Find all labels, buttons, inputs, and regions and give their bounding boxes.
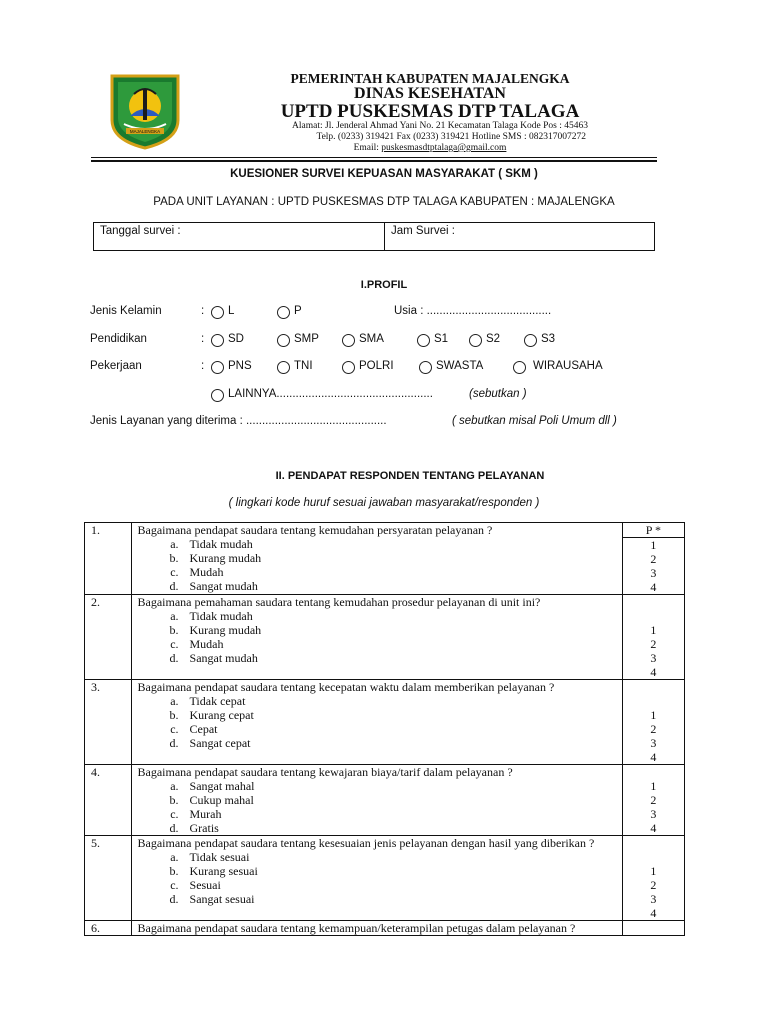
gender-l-label: L [228, 305, 235, 317]
age-field[interactable]: Usia : ....................................... [394, 305, 552, 317]
survey-box-divider [384, 223, 385, 250]
job-wirausaha-label: WIRAUSAHA [533, 360, 603, 372]
question-number: 1. [85, 523, 132, 595]
header-address: Alamat: Jl. Jenderal Ahmad Yani No. 21 Kecamatan Talaga Kode Pos : 45463 [292, 121, 588, 131]
question-number: 2. [85, 595, 132, 680]
survey-date-field[interactable]: Tanggal survei : [100, 225, 181, 237]
question-cell [131, 523, 622, 595]
question-number: 4. [85, 765, 132, 836]
questionnaire-subtitle: PADA UNIT LAYANAN : UPTD PUSKESMAS DTP TALAGA KABUPATEN : MAJALENGKA [153, 196, 615, 208]
header-line1: PEMERINTAH KABUPATEN MAJALENGKA [290, 71, 570, 86]
question-text: Bagaimana pendapat saudara tentang kemampuan/keterampilan petugas dalam pelayanan ? [137, 921, 576, 935]
answer-option[interactable]: b. Cukup mahal [182, 793, 622, 807]
question-number: 6. [85, 921, 132, 936]
answer-options [138, 779, 622, 835]
job-pns-radio[interactable] [211, 361, 224, 374]
gender-p-label: P [294, 305, 302, 317]
job-tni-radio[interactable] [277, 361, 290, 374]
score-value[interactable]: 4 [650, 750, 657, 764]
header-phone: Telp. (0233) 319421 Fax (0233) 319421 Hotline SMS : 082317007272 [316, 132, 586, 142]
opinion-instruction: ( lingkari kode huruf sesuai jawaban masyarakat/responden ) [228, 497, 540, 509]
profile-heading: I.PROFIL [360, 279, 408, 291]
job-swasta-radio[interactable] [419, 361, 432, 374]
header-email-line [230, 143, 630, 153]
gender-label: Jenis Kelamin [90, 305, 162, 317]
job-other-field[interactable]: LAINNYA................................................. [228, 388, 433, 400]
question-row-1 [85, 523, 685, 538]
answer-options [138, 609, 622, 665]
score-cell [622, 765, 684, 836]
answer-option[interactable]: c. Murah [182, 807, 622, 821]
education-sd-radio[interactable] [211, 334, 224, 347]
gender-l-radio[interactable] [211, 306, 224, 319]
education-smp-label: SMP [294, 333, 319, 345]
answer-options [138, 537, 622, 593]
score-value[interactable]: 3 [650, 566, 657, 580]
question-cell [131, 836, 622, 921]
education-s1-label: S1 [434, 333, 449, 345]
job-colon: : [201, 360, 205, 372]
answer-option[interactable]: c. Mudah [182, 637, 622, 651]
service-type-hint: ( sebutkan misal Poli Umum dll ) [452, 415, 617, 427]
score-cell [622, 921, 684, 936]
job-polri-radio[interactable] [342, 361, 355, 374]
gender-p-radio[interactable] [277, 306, 290, 319]
logo-text: MAJALENGKA [129, 129, 161, 134]
job-pns-label: PNS [228, 360, 252, 372]
score-value[interactable]: 2 [650, 552, 657, 566]
question-cell [131, 921, 622, 936]
header-rule-thick [91, 160, 657, 162]
score-value[interactable]: 3 [650, 651, 657, 665]
header-line2: DINAS KESEHATAN [354, 85, 506, 102]
question-text: Bagaimana pemahaman saudara tentang kemudahan prosedur pelayanan di unit ini? [137, 595, 541, 609]
question-row-2 [85, 595, 685, 680]
question-text: Bagaimana pendapat saudara tentang kecepatan waktu dalam memberikan pelayanan ? [137, 680, 555, 694]
education-colon: : [201, 333, 205, 345]
question-cell [131, 680, 622, 765]
score-value[interactable]: 4 [650, 580, 657, 594]
opinion-heading: II. PENDAPAT RESPONDEN TENTANG PELAYANAN [275, 470, 545, 482]
education-sma-label: SMA [359, 333, 384, 345]
education-smp-radio[interactable] [277, 334, 290, 347]
answer-option[interactable]: b. Kurang mudah [182, 551, 622, 565]
job-other-radio[interactable] [211, 389, 224, 402]
question-row-4 [85, 765, 685, 836]
answer-option[interactable]: b. Kurang cepat [182, 708, 622, 722]
score-cell [622, 836, 684, 921]
score-value[interactable]: 4 [650, 665, 657, 679]
education-label: Pendidikan [90, 333, 147, 345]
question-row-5 [85, 836, 685, 921]
header-rule-thin [91, 157, 657, 158]
score-value[interactable]: 2 [650, 793, 657, 807]
job-wirausaha-radio[interactable] [513, 361, 526, 374]
score-value[interactable]: 1 [650, 779, 657, 793]
education-s2-radio[interactable] [469, 334, 482, 347]
questions-table [84, 522, 685, 936]
question-text: Bagaimana pendapat saudara tentang kesesuaian jenis pelayanan dengan hasil yang diberikan ? [137, 836, 595, 850]
questionnaire-title: KUESIONER SURVEI KEPUASAN MASYARAKAT ( SKM ) [230, 168, 538, 180]
service-type-field[interactable]: Jenis Layanan yang diterima : ............................................ [90, 415, 387, 427]
answer-option[interactable]: a. Tidak mudah [182, 609, 622, 623]
education-sma-radio[interactable] [342, 334, 355, 347]
answer-options [138, 850, 622, 906]
header-line3: UPTD PUSKESMAS DTP TALAGA [280, 101, 580, 122]
education-s3-label: S3 [541, 333, 556, 345]
answer-option[interactable]: d. Sangat cepat [182, 736, 622, 750]
answer-option[interactable]: d. Sangat sesuai [182, 892, 622, 906]
question-text: Bagaimana pendapat saudara tentang kewajaran biaya/tarif dalam pelayanan ? [137, 765, 513, 779]
score-value[interactable]: 2 [650, 637, 657, 651]
question-cell [131, 595, 622, 680]
job-tni-label: TNI [294, 360, 313, 372]
survey-datetime-box [93, 222, 655, 251]
question-row-3 [85, 680, 685, 765]
majalengka-emblem-logo [108, 72, 182, 150]
answer-option[interactable]: a. Tidak cepat [182, 694, 622, 708]
survey-time-field[interactable]: Jam Survei : [391, 225, 455, 237]
score-value[interactable]: 2 [650, 878, 657, 892]
question-number: 5. [85, 836, 132, 921]
email-link[interactable]: puskesmasdtptalaga@gmail.com [381, 143, 507, 153]
score-value[interactable]: 1 [650, 864, 657, 878]
score-cell [622, 680, 684, 765]
email-label: Email: [353, 143, 382, 153]
job-swasta-label: SWASTA [436, 360, 484, 372]
answer-option[interactable]: b. Kurang mudah [182, 623, 622, 637]
score-value[interactable]: 1 [650, 538, 657, 552]
education-s1-radio[interactable] [417, 334, 430, 347]
job-polri-label: POLRI [359, 360, 394, 372]
answer-option[interactable]: c. Cepat [182, 722, 622, 736]
score-value[interactable]: 1 [650, 708, 657, 722]
score-header: P * [622, 523, 684, 538]
score-cell [622, 595, 684, 680]
score-value[interactable]: 3 [650, 807, 657, 821]
education-s3-radio[interactable] [524, 334, 537, 347]
answer-option[interactable]: c. Mudah [182, 565, 622, 579]
answer-option[interactable]: c. Sesuai [182, 878, 622, 892]
answer-option[interactable]: b. Kurang sesuai [182, 864, 622, 878]
score-value[interactable]: 3 [650, 892, 657, 906]
job-other-hint: (sebutkan ) [469, 388, 527, 400]
answer-option[interactable]: a. Tidak mudah [182, 537, 622, 551]
score-value[interactable]: 4 [650, 906, 657, 920]
question-row-6 [85, 921, 685, 936]
score-value[interactable]: 4 [650, 821, 657, 835]
score-value[interactable]: 3 [650, 736, 657, 750]
gender-colon: : [201, 305, 205, 317]
answer-option[interactable]: d. Gratis [182, 821, 622, 835]
education-s2-label: S2 [486, 333, 501, 345]
score-value[interactable]: 2 [650, 722, 657, 736]
education-sd-label: SD [228, 333, 244, 345]
score-value[interactable]: 1 [650, 623, 657, 637]
score-cell [622, 538, 684, 595]
answer-option[interactable]: d. Sangat mudah [182, 579, 622, 593]
answer-option[interactable]: a. Tidak sesuai [182, 850, 622, 864]
question-number: 3. [85, 680, 132, 765]
answer-option[interactable]: a. Sangat mahal [182, 779, 622, 793]
answer-option[interactable]: d. Sangat mudah [182, 651, 622, 665]
job-label: Pekerjaan [90, 360, 142, 372]
question-cell [131, 765, 622, 836]
answer-options [138, 694, 622, 750]
question-text: Bagaimana pendapat saudara tentang kemudahan persyaratan pelayanan ? [137, 523, 493, 537]
